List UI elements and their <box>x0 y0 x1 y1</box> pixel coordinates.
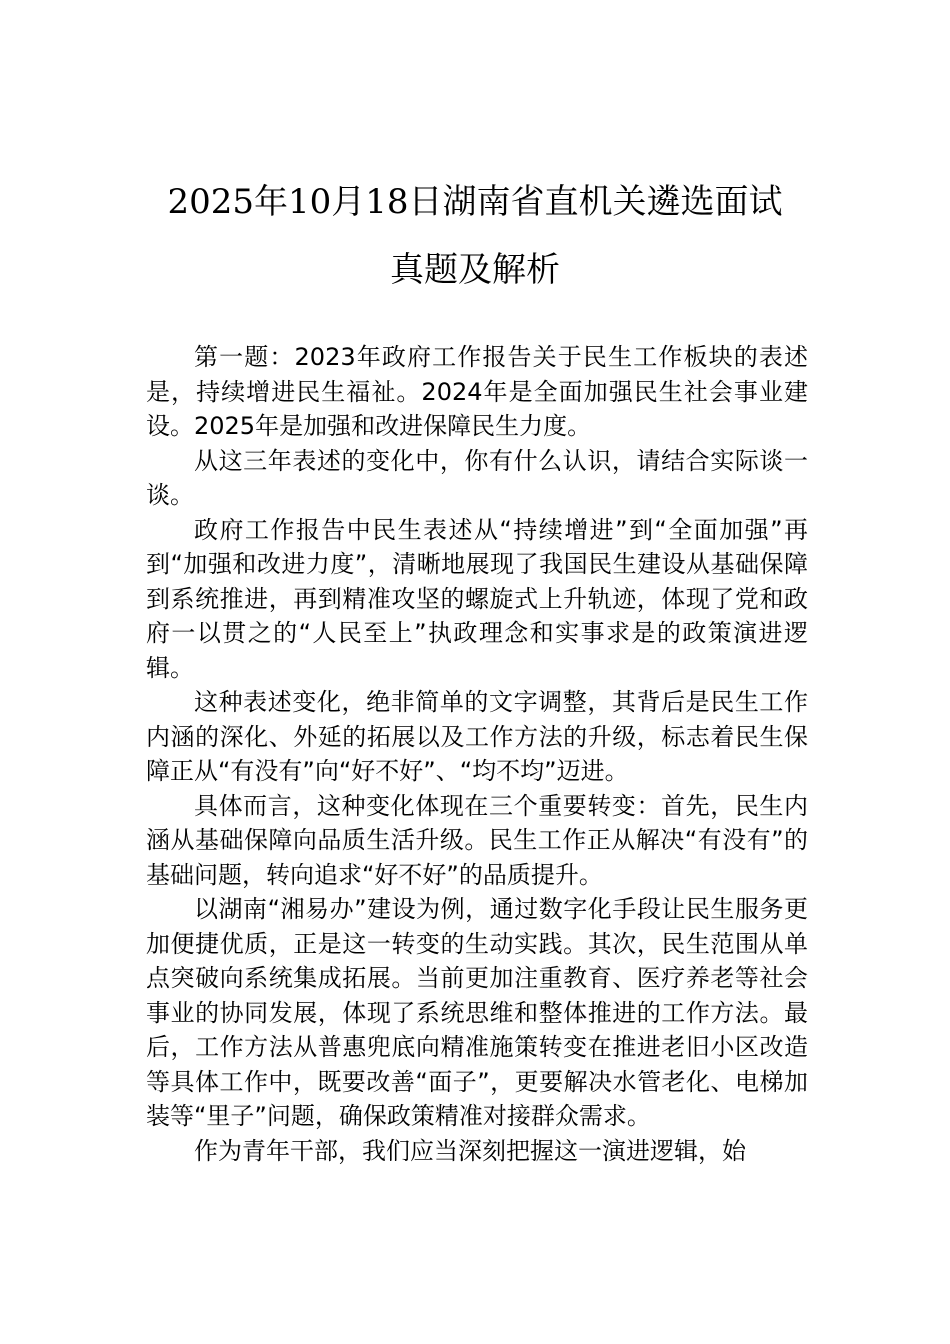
document-body <box>146 340 808 1168</box>
document-title-line-1: 2025年10月18日湖南省直机关遴选面试 <box>167 182 783 222</box>
document-title-line-2: 真题及解析 <box>390 250 560 290</box>
paragraph-answer-2: 这种表述变化，绝非简单的文字调整，其背后是民生工作内涵的深化、外延的拓展以及工作方法的升级，标志着民生保障正从“有没有”向“好不好”、“均不均”迈进。 <box>146 688 808 785</box>
paragraph-answer-5: 作为青年干部，我们应当深刻把握这一演进逻辑，始 <box>194 1136 746 1165</box>
paragraph-question: 第一题：2023年政府工作报告关于民生工作板块的表述是，持续增进民生福祉。2024年是全面加强民生社会事业建设。2025年是加强和改进保障民生力度。 <box>146 343 808 440</box>
paragraph-answer-4: 以湖南“湘易办”建设为例，通过数字化手段让民生服务更加便捷优质，正是这一转变的生动实践。其次，民生范围从单点突破向系统集成拓展。当前更加注重教育、医疗养老等社会事业的协同发展，体现了系统思维和整体推进的工作方法。最后，工作方法从普惠兜底向精准施策转变在推进老旧小区改造等具体工作中，既要改善“面子”，更要解决水管老化、电梯加装等“里子”问题，确保政策精准对接群众需求。 <box>146 895 808 1130</box>
paragraph-answer-3: 具体而言，这种变化体现在三个重要转变：首先，民生内涵从基础保障向品质生活升级。民生工作正从解决“有没有”的基础问题，转向追求“好不好”的品质提升。 <box>146 791 808 889</box>
paragraph-answer-1: 政府工作报告中民生表述从“持续增进”到“全面加强”再到“加强和改进力度”，清晰地展现了我国民生建设从基础保障到系统推进，再到精准攻坚的螺旋式上升轨迹，体现了党和政府一以贯之的“人民至上”执政理念和实事求是的政策演进逻辑。 <box>146 515 808 682</box>
paragraph-question-prompt: 从这三年表述的变化中，你有什么认识，请结合实际谈一谈。 <box>146 446 808 509</box>
